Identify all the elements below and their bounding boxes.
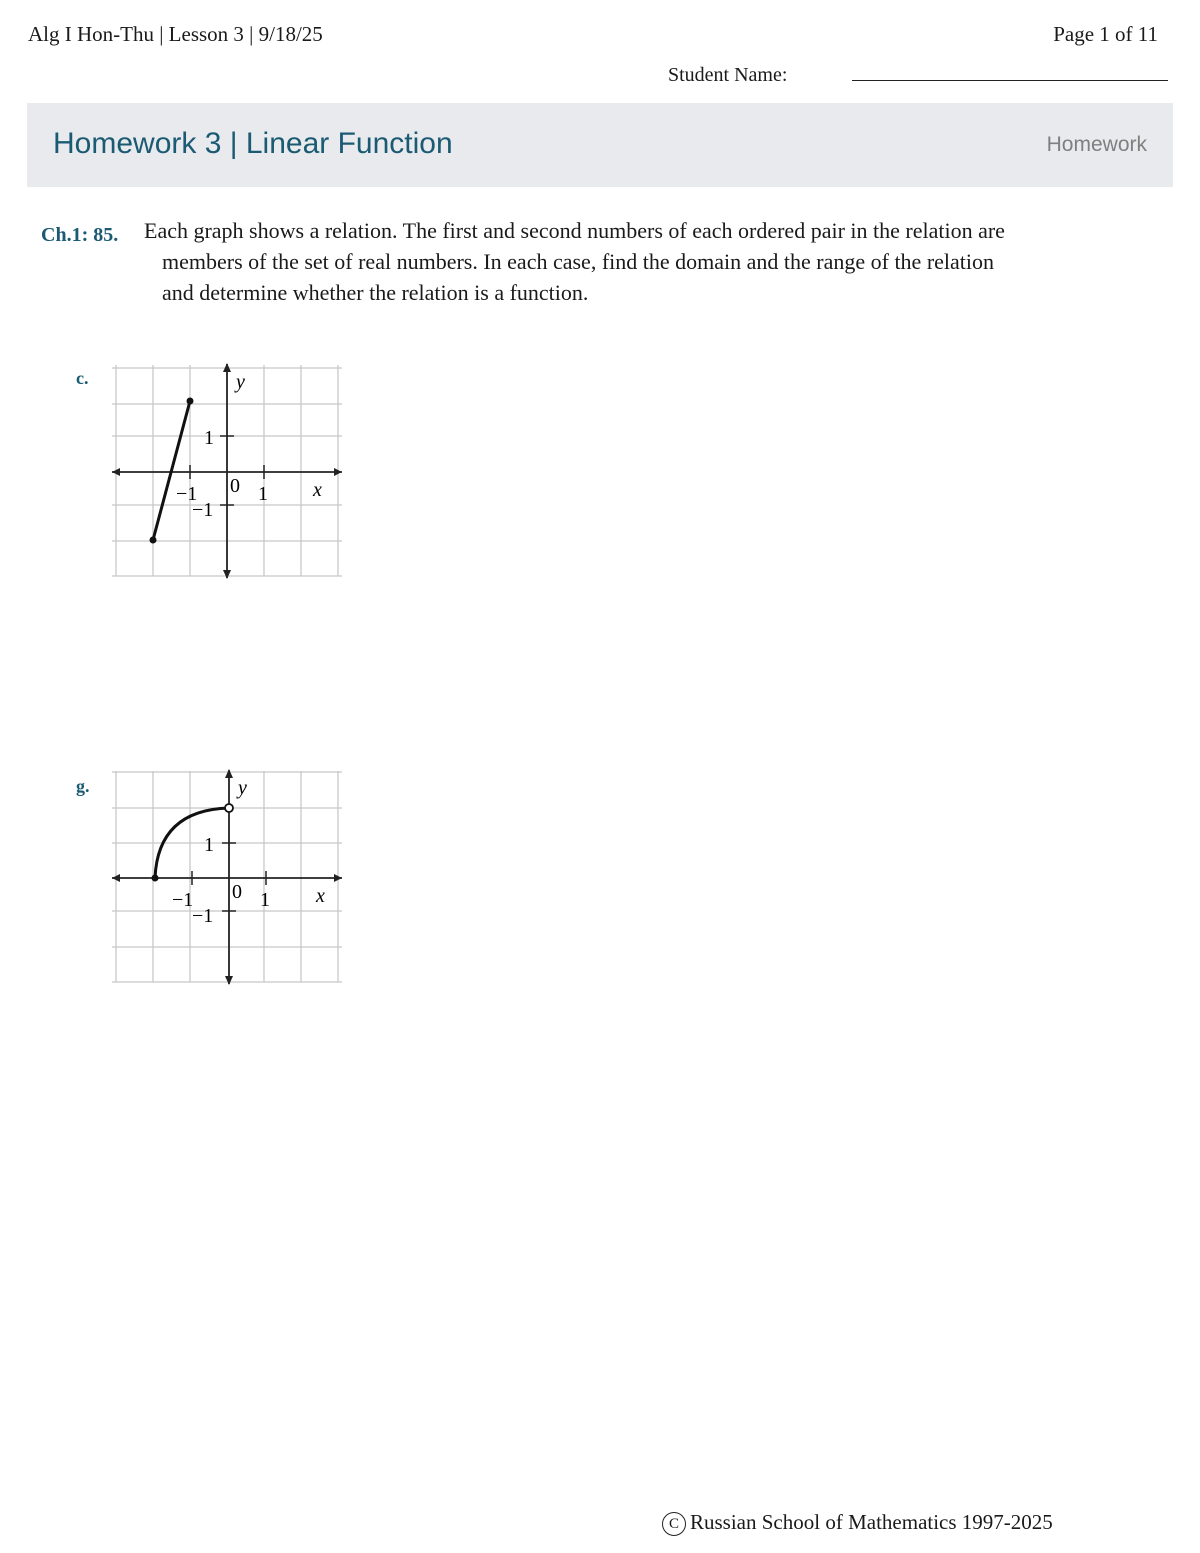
origin-label: 0 [232,881,242,903]
curve-endpoint-open [225,804,233,812]
tick-label-y-neg: −1 [192,499,214,521]
curve-endpoint-closed [152,875,159,882]
tick-label-x-neg: −1 [172,889,194,911]
student-name-line[interactable] [852,80,1168,81]
header-page-number: Page 1 of 11 [1053,22,1158,46]
x-axis-label: x [313,479,322,501]
graph-part-g [108,766,348,988]
problem-line-3: and determine whether the relation is a function. [162,280,589,305]
y-axis-arrow-up [225,769,233,778]
student-name-label: Student Name: [668,64,788,86]
problem-statement [144,215,1144,308]
problem-line-2: members of the set of real numbers. In each case, find the domain and the range of the relation [162,249,995,274]
grid-lines [112,771,342,982]
y-axis-label: y [236,371,245,393]
title-banner [27,103,1173,187]
footer-copyright [662,1510,1053,1536]
segment-endpoint-upper [187,398,194,405]
y-axis-arrow-down [225,976,233,985]
part-c-label: c. [76,368,89,388]
tick-label-y-neg: −1 [192,905,214,927]
part-g-label: g. [76,776,90,796]
x-axis-label: x [316,885,325,907]
header-course-info: Alg I Hon-Thu | Lesson 3 | 9/18/25 [28,22,323,46]
problem-line-1: Each graph shows a relation. The first and second numbers of each ordered pair in the relation are [144,218,1005,243]
copyright-icon: C [662,1512,686,1536]
homework-tag: Homework [1046,133,1147,156]
y-axis-arrow-down [223,570,231,579]
tick-label-y-pos: 1 [204,834,214,856]
tick-label-x-pos: 1 [260,889,270,911]
problem-number: Ch.1: 85. [41,224,119,246]
segment-endpoint-lower [150,537,157,544]
y-axis-label: y [238,777,247,799]
footer-text: Russian School of Mathematics 1997-2025 [690,1510,1053,1534]
relation-segment [153,401,190,540]
origin-label: 0 [230,475,240,497]
graph-part-c [108,360,348,582]
homework-title: Homework 3 | Linear Function [53,127,453,160]
tick-label-x-pos: 1 [258,483,268,505]
tick-label-y-pos: 1 [204,427,214,449]
tick-label-x-neg: −1 [176,483,198,505]
